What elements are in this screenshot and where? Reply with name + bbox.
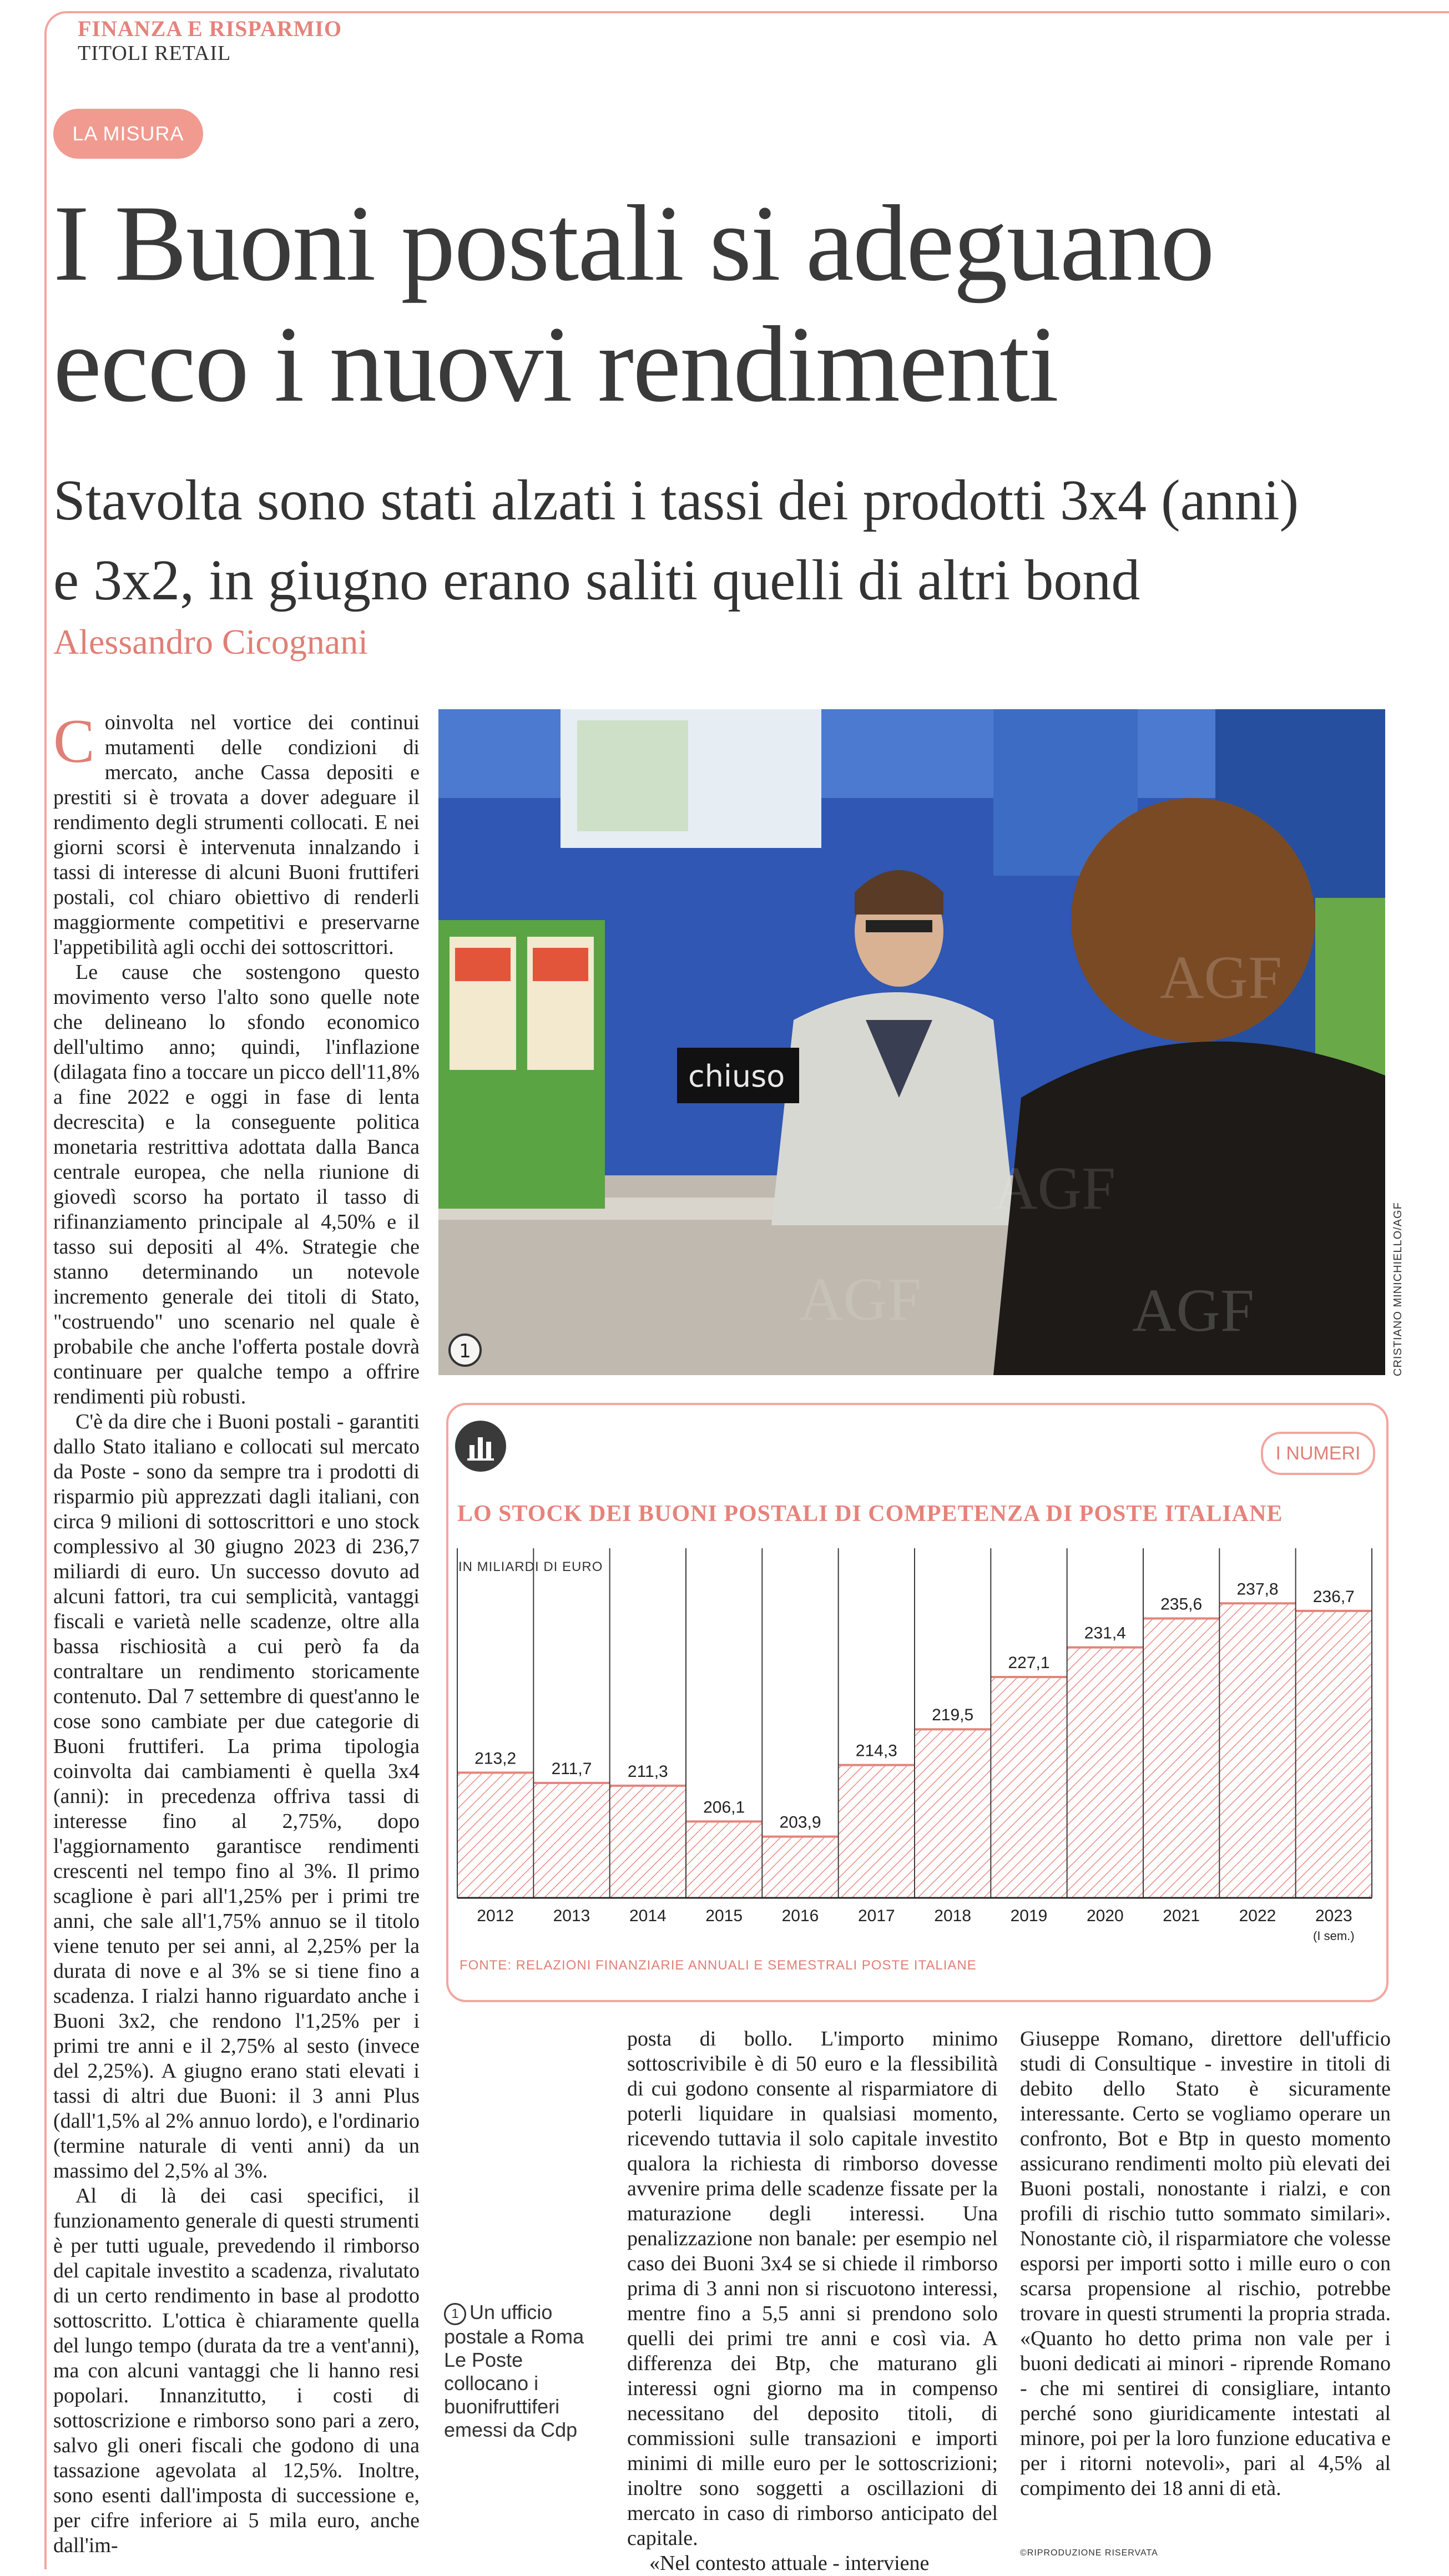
chart-tick-label: 2013 (553, 1907, 590, 1925)
article-column-1 (53, 707, 420, 2558)
chart-bar (762, 1837, 838, 1898)
chart-value-label: 231,4 (1084, 1624, 1126, 1643)
photo-credit: CRISTIANO MINICHIELLO/AGF (1392, 1202, 1404, 1376)
chart-bar (533, 1783, 609, 1898)
chart-tick-label: 2021 (1163, 1907, 1200, 1925)
article-column-3 (1020, 2027, 1391, 2501)
paragraph: Giuseppe Romano, direttore dell'ufficio studi di Consultique - investire in titoli di debito dello Stato è sicuramente interessante. Certo se vogliamo operare un confronto, Bot e Btp in questo momento assicurano rendimenti molto più elevati dei Buoni postali, nonostante i rialzi, e con profili di rischio tutto sommato similari». Nonostante ciò, il risparmiatore che volesse esporsi per importi sotto i mille euro o con scarsa propensione al rischio, potrebbe trovare in questi strumenti la propria strada. «Quanto ho detto prima non vale per i buoni dedicati ai minori - riprende Romano - che mi sentirei di consigliare, intanto perché sono giuridicamente intestati al minore, poi per la loro funzione educativa e per i ritorni notevoli», pari al 4,5% al compimento dei 18 anni di età. (1020, 2027, 1391, 2500)
svg-text:AGF: AGF (799, 1265, 922, 1333)
bar-chart-icon (455, 1421, 506, 1472)
paragraph: C'è da dire che i Buoni postali - garantiti dallo Stato italiano e collocati sul mercato da Poste - sono da sempre tra i prodotti di risparmio più apprezzati dagli italiani, con circa 9 milioni di sottoscrittori e uno stock complessivo al 30 giugno 2023 di 236,7 miliardi di euro. Un successo dovuto ad alcuni fattori, tra cui semplicità, vantaggi fiscali e varietà nelle scadenze, oltre alla bassa rischiosità a cui però fa da contraltare un rendimento storicamente contenuto. Dal 7 settembre di quest'anno le cose sono cambiate per due categorie di Buoni fruttiferi. La prima tipologia coinvolta dai cambiamenti è quella 3x4 (anni): in precedenza offriva tassi di interesse fino al 2,75%, dopo l'aggiornamento garantisce rendimenti crescenti nel tempo fino al 3%. Il primo scaglione è pari all'1,25% per i primi tre anni, che sale all'1,75% annuo se il titolo viene tenuto per sei anni, al 2,25% per la durata di nove e al 3% se si tiene fino a scadenza. I rialzi hanno riguardato anche i Buoni 3x2, che rendono l'1,25% per i primi tre anni e il 2,75% al sesto (invece del 2,25%). A giugno erano stati elevati i tassi di altri due Buoni: il 3 anni Plus (dall'1,5% al 2% annuo lordo), e l'ordinario (termine naturale di venti anni) da un massimo del 2,5% al 3%. (53, 1410, 420, 2183)
chart-bar (1296, 1611, 1372, 1898)
subheadline (53, 461, 1430, 620)
chart-tick-label: 2018 (934, 1907, 972, 1925)
chart-value-label: 237,8 (1236, 1580, 1279, 1599)
chart-bar (610, 1786, 686, 1898)
chart-source: FONTE: RELAZIONI FINANZIARIE ANNUALI E SEMESTRALI POSTE ITALIANE (460, 1958, 977, 1973)
chart-bar (1219, 1603, 1295, 1898)
headline-line-1: I Buoni postali si adeguano (53, 183, 1214, 304)
chart-bar (839, 1765, 915, 1898)
chart-tick-label: 2023 (1315, 1907, 1352, 1925)
chart-value-label: 227,1 (1008, 1653, 1050, 1672)
chart-title: LO STOCK DEI BUONI POSTALI DI COMPETENZA DI POSTE ITALIANE (457, 1501, 1283, 1527)
bar-chart (448, 1532, 1381, 1953)
svg-text:AGF: AGF (1132, 1276, 1255, 1344)
chart-bar (991, 1677, 1067, 1898)
chart-value-label: 206,1 (703, 1798, 745, 1817)
photo-caption (444, 2301, 594, 2442)
chart-bar (457, 1772, 533, 1898)
chart-tick-label: 2022 (1239, 1907, 1276, 1925)
chart-tick-label: 2017 (857, 1907, 895, 1925)
chart-tick-label: 2012 (477, 1907, 514, 1925)
author-byline: Alessandro Cicognani (53, 622, 368, 661)
chart-value-label: 219,5 (932, 1706, 974, 1725)
subheadline-line-2: e 3x2, in giugno erano saliti quelli di altri bond (53, 548, 1140, 612)
paragraph: Le cause che sostengono questo movimento verso l'alto sono quelle note che delineano lo sfondo economico dell'ultimo anno; quindi, l'inflazione (dilagata fino a toccare un picco dell'11,8% a fine 2022 e oggi in fase di lenta decrescita) e la conseguente politica monetaria restrittiva adottata dalla Banca centrale europea, che nella riunione di giovedì scorso ha portato il tasso di rifinanziamento principale al 4,50% e il tasso sui depositi al 4%. Strategie che stanno determinando un notevole incremento generale dei titoli di Stato, "costruendo" uno scenario nel quale è probabile che anche l'offerta postale dovrà continuare per qualche tempo a offrire rendimenti più robusti. (53, 961, 420, 1408)
article-photo (438, 709, 1385, 1375)
paragraph: posta di bollo. L'importo minimo sottoscrivibile è di 50 euro e la flessibilità di cui godono consente al risparmiatore di poterli liquidare in qualsiasi momento, ricevendo tuttavia il solo capitale investito qualora la richiesta di rimborso dovesse avvenire prima delle scadenze fissate per la maturazione degli interessi. Una penalizzazione non banale: per esempio nel caso dei Buoni 3x4 se si chiede il rimborso prima di 3 anni non si riscuotono interessi, mentre fino a 5,5 anni si prendono solo quelli dei primi tre anni e così via. A differenza dei Btp, che maturano gli interessi ogni giorno ma in compenso necessitano del deposito titoli, di commissioni sulle transazioni e importi minimi di mille euro per le sottoscrizioni; inoltre sono soggetti a oscillazioni di mercato in caso di rimborso anticipato del capitale. (627, 2027, 998, 2550)
svg-text:AGF: AGF (993, 1154, 1116, 1222)
numbers-badge: I NUMERI (1261, 1432, 1375, 1475)
chart-tick-label: 2020 (1086, 1907, 1124, 1925)
chart-bar (1067, 1648, 1143, 1898)
drop-cap: C (53, 707, 95, 776)
chart-value-label: 213,2 (474, 1749, 517, 1768)
chart-tick-label: 2015 (705, 1907, 743, 1925)
chart-unit-label: IN MILIARDI DI EURO (458, 1559, 603, 1574)
chart-value-label: 214,3 (855, 1741, 897, 1760)
headline-line-2: ecco i nuovi rendimenti (53, 304, 1058, 425)
subsection-label: TITOLI RETAIL (78, 42, 231, 65)
chart-value-label: 236,7 (1312, 1587, 1355, 1606)
chart-value-label: 203,9 (779, 1813, 821, 1832)
subheadline-line-1: Stavolta sono stati alzati i tassi dei prodotti 3x4 (anni) (53, 468, 1299, 532)
paragraph: Coinvolta nel vortice dei continui mutamenti delle condizioni di mercato, anche Cassa depositi e prestiti si è trovata a dover adeguare il rendimento degli strumenti collocati. E nei giorni scorsi è intervenuta innalzando i tassi di interesse di alcuni Buoni fruttiferi postali, col chiaro obiettivo di renderli maggiormente competitivi e preservarne l'appetibilità agli occhi dei sottoscrittori. (53, 707, 420, 959)
chart-tick-label: 2019 (1010, 1907, 1048, 1925)
paragraph: «Nel contesto attuale - interviene (649, 2552, 930, 2575)
section-label: FINANZA E RISPARMIO (78, 16, 342, 41)
chart-bar (915, 1729, 991, 1898)
paragraph: Al di là dei casi specifici, il funzionamento generale di questi strumenti è per tutti uguale, prevedendo il rimborso del capitale investito a scadenza, rivalutato di un certo rendimento in base al prodotto sottoscritto. L'ottica è chiaramente quella del lungo tempo (durata da tre a vent'anni), ma con alcuni vantaggi che li hanno resi popolari. Innanzitutto, i costi di sottoscrizione e rimborso sono pari a zero, salvo gli oneri fiscali che godono di una tassazione agevolata al 12,5%. Inoltre, sono esenti dall'imposta di successione e, per cifre inferiore ai 5 mila euro, anche dall'im- (53, 2184, 420, 2557)
chart-bar (686, 1821, 762, 1898)
chart-bar (1143, 1619, 1219, 1898)
closed-sign-text: chiuso (688, 1059, 785, 1094)
chart-tick-label: 2016 (781, 1907, 819, 1925)
chart-value-label: 211,3 (627, 1762, 668, 1781)
article-column-2 (627, 2027, 998, 2576)
svg-text:AGF: AGF (1160, 943, 1283, 1011)
chart-tick-label: 2014 (629, 1907, 667, 1925)
chart-value-label: 211,7 (551, 1759, 592, 1778)
chart-value-label: 235,6 (1160, 1595, 1203, 1614)
headline (53, 183, 1430, 425)
copyright-footer: ©RIPRODUZIONE RISERVATA (1020, 2548, 1158, 2558)
caption-number: 1 (444, 2303, 466, 2325)
caption-text: Un ufficio postale a Roma Le Poste collocano i buonifruttiferi emessi da Cdp (444, 2301, 584, 2441)
photo-number: 1 (459, 1340, 471, 1362)
page-border (44, 83, 47, 2569)
chart-tick-sublabel: (I sem.) (1313, 1929, 1355, 1943)
category-badge: LA MISURA (53, 109, 203, 159)
